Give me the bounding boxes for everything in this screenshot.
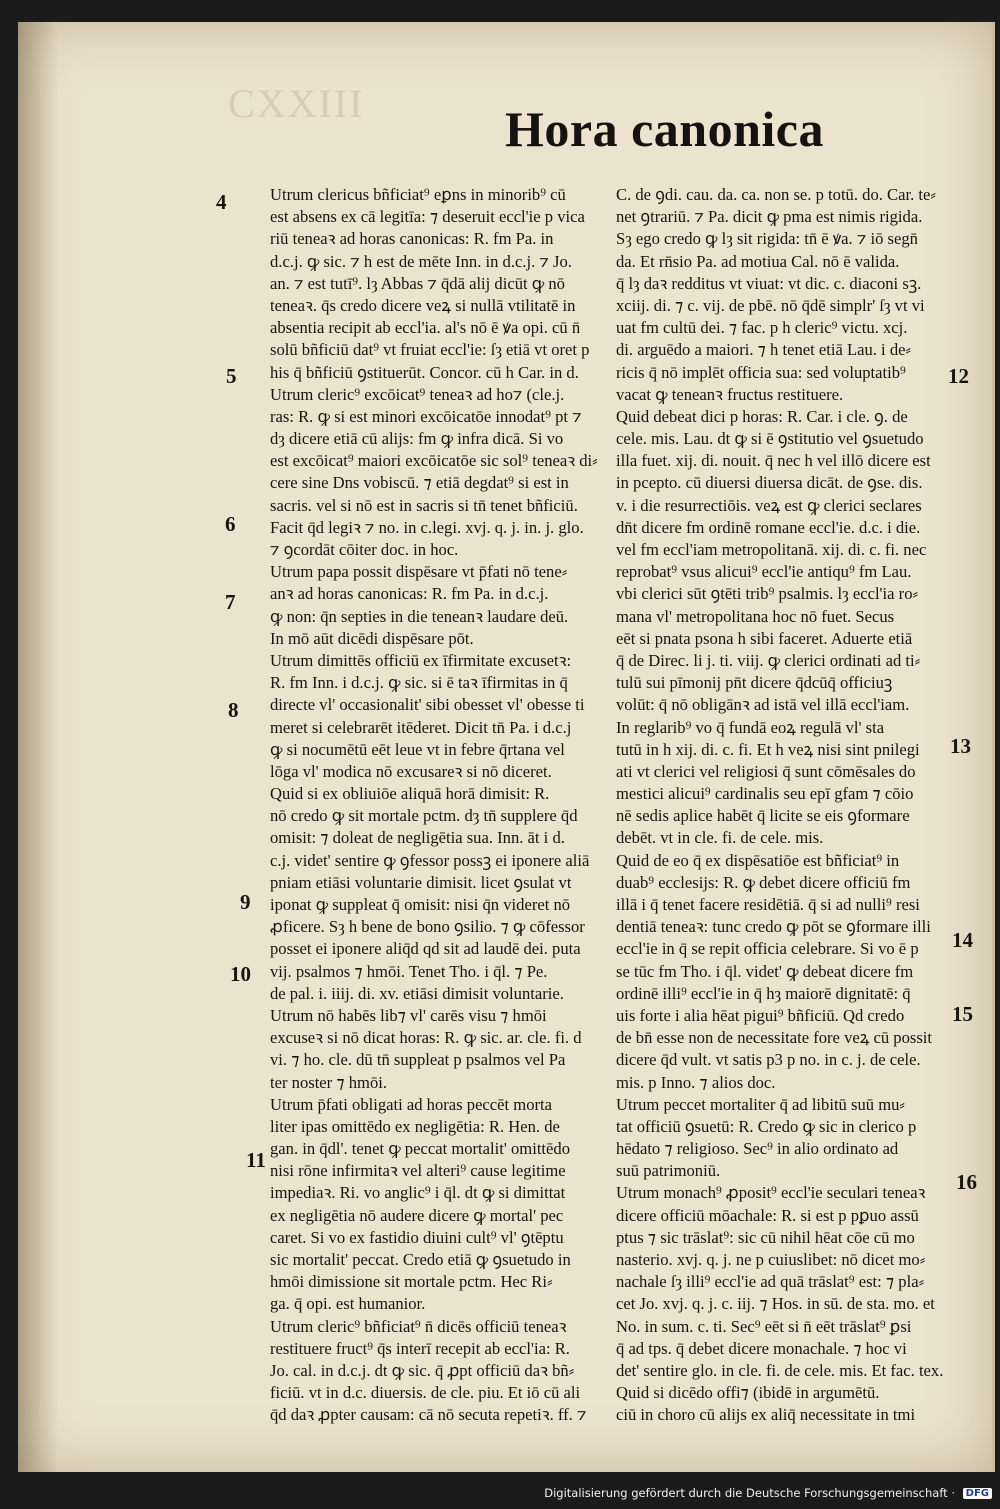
running-heading: Hora canonica — [505, 101, 824, 157]
text-line: ras: R. ꝙ si est minori excōicatōe innodat⁹ pt ⁊ — [270, 406, 582, 426]
text-line: ricis q̄ nō implēt officia sua: sed voluptatib⁹ — [616, 362, 906, 382]
text-line: Sȝ ego credo ꝙ lȝ sit rigida: tn̄ ē ꝟa. ⁊ iō segn̄ — [616, 229, 918, 249]
text-line: ⁊ ꝯcordāt cōiter doc. in hoc. — [270, 540, 459, 559]
text-line: uat fm cultū dei. ⁊ fac. p h cleric⁹ victu. xcj. — [616, 318, 908, 338]
text-line: vij. psalmos ⁊ hmōi. Tenet Tho. i q̄l. ⁊ Pe. — [270, 961, 548, 981]
text-line: d.c.j. ꝙ sic. ⁊ h est de mēte Inn. in d.c.j. ⁊ Jo. — [270, 251, 572, 271]
text-line: Utrum papa possit dispēsare vt p̄fati nō tene⸗ — [270, 562, 568, 582]
text-line: his q̄ bñficiū ꝯstituerūt. Concor. cū h Car. in d. — [270, 362, 579, 382]
text-line: ptus ⁊ sic trāslat⁹: sic cū nihil hēat cōe cū mo — [616, 1227, 915, 1247]
text-line: ter noster ⁊ hmōi. — [270, 1072, 388, 1092]
text-line: tulū sui pīmonij pn̄t dicere q̄dcūq̄ officiuꝫ — [616, 673, 893, 693]
text-line: ꝙ si nocumētū eēt leue vt in febre q̄rtana vel — [270, 739, 565, 759]
text-line: gan. in q̄dl'. tenet ꝙ peccat mortalit' omittēdo — [270, 1139, 570, 1159]
margin-number-15: 15 — [952, 1002, 973, 1026]
text-line: cet Jo. xvj. q. j. c. iij. ⁊ Hos. in sū. de sta. mo. et — [616, 1294, 935, 1314]
text-line: cere sine Dns vobiscū. ⁊ etiā degdat⁹ si est in — [270, 473, 569, 493]
margin-number-12: 12 — [948, 364, 969, 388]
text-line: mana vl' metropolitana hoc nō fuet. Secus — [616, 606, 895, 626]
text-line: di. arguēdo a maiori. ⁊ h tenet etiā Lau. i de⸗ — [616, 340, 912, 360]
text-line: det' sentire glo. in cle. fi. de cele. mis. Et fac. tex. — [616, 1360, 944, 1380]
text-line: ex negligētia nō audere dicere ꝙ mortal' pec — [270, 1205, 564, 1225]
text-column-left — [270, 184, 615, 1427]
text-column-right — [616, 184, 958, 1427]
text-line: In mō aūt dicēdi dispēsare pōt. — [270, 628, 474, 648]
text-line: tat officiū ꝯsuetū: R. Credo ꝙ sic in clerico p — [616, 1116, 917, 1136]
text-line: reprobat⁹ vsus alicui⁹ eccl'ie antiqu⁹ fm Lau. — [616, 562, 912, 582]
text-line: Utrum clericus bñficiat⁹ eꝑns in minorib⁹ cū — [270, 185, 566, 204]
margin-number-13: 13 — [950, 734, 971, 758]
text-line: mis. p Inno. ⁊ alios doc. — [616, 1072, 776, 1092]
text-line: Utrum monach⁹ ꝓposit⁹ eccl'ie seculari teneaꝛ — [616, 1183, 926, 1203]
dfg-logo: DFG — [963, 1488, 992, 1499]
text-line: nō credo ꝙ sit mortale pctm. dȝ tn̄ supplere q̄d — [270, 806, 578, 826]
text-line: nachale ſȝ illi⁹ eccl'ie ad quā trāslat⁹ est: ⁊ pla⸗ — [616, 1272, 925, 1292]
text-line: Quid si dicēdo offi⁊ (ibidē in argumētū. — [616, 1383, 880, 1403]
text-line: teneaꝛ. q̄s credo dicere veꝝ si nullā vtilitatē in — [270, 295, 576, 315]
text-line: Quid debeat dici p horas: R. Car. i cle. ꝯ. de — [616, 406, 908, 426]
text-line: iponat ꝙ suppleat q̄ omisit: nisi q̄n videret nō — [270, 895, 571, 914]
text-line: sacris. vel si nō est in sacris si tn̄ tenet bñficiū. — [270, 495, 578, 515]
text-line: ꝙ non: q̄n septies in die teneanꝛ laudare deū. — [270, 606, 569, 626]
margin-number-11: 11 — [246, 1148, 266, 1172]
text-line: vacat ꝙ teneanꝛ fructus restituere. — [616, 384, 844, 404]
margin-number-4: 4 — [216, 190, 227, 214]
text-line: an. ⁊ est tutī⁹. lȝ Abbas ⁊ q̄dā alij dicūt ꝙ nō — [270, 273, 565, 293]
text-line: duab⁹ ecclesijs: R. ꝙ debet dicere officiū fm — [616, 872, 911, 892]
margin-number-16: 16 — [956, 1170, 977, 1194]
text-line: caret. Si vo ex fastidio diuini cult⁹ vl' ꝯtēptu — [270, 1227, 564, 1247]
text-line: dentiā teneaꝛ: tunc credo ꝙ pōt se ꝯformare illi — [616, 917, 931, 937]
text-line: posset ei iponere aliq̄d qd sit ad laudē dei. puta — [270, 939, 581, 959]
text-line: vbi clerici sūt ꝯtēti trib⁹ psalmis. lȝ eccl'ia ro⸗ — [616, 584, 919, 604]
text-line: nisi rōne infirmitaꝛ vel alteri⁹ cause legitime — [270, 1161, 566, 1181]
text-line: ciū in choro cū alijs ex aliq̄ necessitate in tmi — [616, 1405, 916, 1425]
text-line: mestici alicui⁹ cardinalis seu epī gfam ⁊ cōio — [616, 784, 914, 804]
text-line: dn̄t dicere fm ordinē romane eccl'ie. d.c. i die. — [616, 517, 921, 537]
text-line: c.j. videt' sentire ꝙ ꝯfessor possꝫ ei iponere aliā — [270, 850, 590, 870]
faded-folio-number: CXXIII — [228, 81, 365, 126]
text-line: net ꝯtrariū. ⁊ Pa. dicit ꝙ pma est nimis rigida. — [616, 207, 923, 227]
text-line: Jo. cal. in d.c.j. dt ꝙ sic. q̄ ꝓpt officiū daꝛ bñ⸗ — [270, 1360, 575, 1380]
text-line: ati vt clerici vel religiosi q̄ sunt cōmēsales do — [616, 761, 916, 781]
text-line: volūt: q̄ nō obligānꝛ ad istā vel illā eccl'iam. — [616, 695, 910, 715]
text-line: C. de ꝯdi. cau. da. ca. non se. p totū. do. Car. te⸗ — [616, 185, 936, 204]
text-line: ꝓficere. Sȝ h bene de bono ꝯsilio. ⁊ ꝙ cōfessor — [270, 917, 585, 937]
text-line: illā i q̄ tenet facere residētiā. q̄ si ad nulli⁹ resi — [616, 895, 920, 914]
text-line: xciij. di. ⁊ c. vij. de pbē. nō q̄dē simplr' ſȝ vt vi — [616, 295, 925, 315]
margin-number-9: 9 — [240, 890, 251, 914]
text-line: ficiū. vt in d.c. diuersis. de cle. piu. Et iō cū ali — [270, 1383, 581, 1403]
text-line: da. Et rn̄sio Pa. ad motiua Cal. nō ē valida. — [616, 251, 900, 271]
text-line: eccl'ie in q̄ se repit officia celebrare. Si vo ē p — [616, 939, 919, 959]
text-line: pniam etiāsi voluntarie dimisit. licet ꝯsulat vt — [270, 872, 572, 892]
text-line: q̄d daꝛ ꝓpter causam: cā nō secuta repetiꝛ. ff. ⁊ — [270, 1405, 587, 1425]
text-line: ga. q̄ opi. est humanior. — [270, 1294, 426, 1314]
text-line: anꝛ ad horas canonicas: R. fm Pa. in d.c.j. — [270, 584, 549, 604]
text-line: omisit: ⁊ doleat de negligētia sua. Inn. āt i d. — [270, 828, 565, 848]
text-line: se tūc fm Tho. i q̄l. videt' ꝙ debeat dicere fm — [616, 961, 914, 981]
text-line: debēt. vt in cle. fi. de cele. mis. — [616, 828, 824, 848]
text-line: directe vl' occasionalit' sibi obesset vl' obesse ti — [270, 695, 585, 715]
text-line: Quid si ex obliuiōe aliquā horā dimisit: R. — [270, 784, 550, 804]
text-line: in pcepto. cū diuersi diuersa dicāt. de ꝯse. dis. — [616, 473, 923, 493]
text-line: vel fm eccl'iam metropolitanā. xij. di. c. fi. nec — [616, 540, 927, 559]
text-line: dȝ dicere etiā cū alijs: fm ꝙ infra dicā. Si vo — [270, 429, 564, 449]
text-line: cele. mis. Lau. dt ꝙ si ē ꝯstitutio vel ꝯsuetudo — [616, 429, 924, 449]
text-line: est absens ex cā legitīa: ⁊ deseruit eccl'ie p vica — [270, 207, 585, 227]
text-line: v. i die resurrectiōis. veꝝ est ꝙ clerici seclares — [616, 495, 922, 515]
digitization-credit — [0, 1486, 992, 1500]
text-line: solū bñficiū dat⁹ vt fruiat eccl'ie: ſȝ etiā vt oret p — [270, 340, 590, 360]
text-line: R. fm Inn. i d.c.j. ꝙ sic. si ē taꝛ īfirmitas in q̄ — [270, 673, 568, 693]
text-line: tutū in h xij. di. c. fi. Et h veꝝ nisi sint pnilegi — [616, 739, 920, 759]
text-line: riū teneaꝛ ad horas canonicas: R. fm Pa. in — [270, 229, 554, 249]
margin-number-8: 8 — [228, 698, 239, 722]
text-line: hēdato ⁊ religioso. Sec⁹ in alio ordinato ad — [616, 1139, 899, 1159]
text-line: meret si celebrarēt itēderet. Dicit tn̄ Pa. i d.c.j — [270, 717, 572, 737]
text-line: liter ipas omittēdo ex negligētia: R. Hen. de — [270, 1116, 560, 1136]
text-line: suū patrimoniū. — [616, 1161, 721, 1181]
text-line: Utrum nō habēs lib⁊ vl' carēs visu ⁊ hmōi — [270, 1005, 547, 1025]
text-line: de bn̄ esse non de necessitate fore veꝝ cū possit — [616, 1028, 933, 1048]
text-line: est excōicat⁹ maiori excōicatōe sic sol⁹ teneaꝛ di⸗ — [270, 451, 598, 471]
text-line: absentia recipit ab eccl'ia. al's nō ē ꝟa opi. cū n̄ — [270, 318, 581, 338]
text-line: sic mortalit' peccat. Credo etiā ꝙ ꝯsuetudo in — [270, 1250, 571, 1269]
margin-number-14: 14 — [952, 928, 973, 952]
text-line: In reglarib⁹ vo q̄ fundā eoꝝ regulā vl' sta — [616, 717, 885, 737]
text-line: No. in sum. c. ti. Sec⁹ eēt si n̄ eēt trāslat⁹ ꝑsi — [616, 1316, 912, 1336]
text-line: q̄ lȝ daꝛ redditus vt viuat: vt dic. c. diaconi sꝫ. — [616, 273, 922, 293]
text-line: de pal. i. iiij. di. xv. etiāsi dimisit voluntarie. — [270, 983, 564, 1003]
text-line: Utrum cleric⁹ bñficiat⁹ n̄ dicēs officiū teneaꝛ — [270, 1316, 567, 1336]
text-line: Utrum dimittēs officiū ex īfirmitate excusetꝛ: — [270, 650, 572, 670]
text-line: uis forte i alia hēat pigui⁹ bñficiū. Qd credo — [616, 1005, 905, 1025]
text-line: Utrum p̄fati obligati ad horas peccēt morta — [270, 1094, 552, 1114]
text-line: restituere fruct⁹ q̄s interī recepit ab eccl'ia: R. — [270, 1338, 570, 1358]
text-line: dicere officiū mōachale: R. si est p pꝑuo assū — [616, 1205, 919, 1225]
text-line: eēt si pnata psona h sibi faceret. Aduerte etiā — [616, 628, 913, 648]
text-line: illa fuet. xij. di. nouit. q̄ nec h vel illō dicere est — [616, 451, 931, 471]
text-line: lōga vl' modica nō excusareꝛ si nō diceret. — [270, 761, 552, 781]
book-page — [18, 22, 995, 1472]
text-line: nasterio. xvj. q. j. ne p cuiuslibet: nō dicet mo⸗ — [616, 1250, 926, 1269]
margin-number-6: 6 — [225, 512, 236, 536]
margin-number-5: 5 — [226, 364, 237, 388]
text-line: excuseꝛ si nō dicat horas: R. ꝙ sic. ar. cle. fi. d — [270, 1028, 582, 1048]
text-line: Facit q̄d legiꝛ ⁊ no. in c.legi. xvj. q. j. in. j. glo. — [270, 517, 584, 537]
text-line: impediaꝛ. Ri. vo anglic⁹ i q̄l. dt ꝙ si dimittat — [270, 1183, 566, 1203]
text-line: ordinē illi⁹ eccl'ie in q̄ hȝ maiorē dignitatē: q̄ — [616, 983, 911, 1003]
text-line: hmōi dimissione sit mortale pctm. Hec Ri⸗ — [270, 1272, 553, 1292]
text-line: vi. ⁊ ho. cle. dū tn̄ suppleat p psalmos vel Pa — [270, 1050, 566, 1070]
text-line: q̄ de Direc. li j. ti. viij. ꝙ clerici ordinati ad ti⸗ — [616, 650, 921, 670]
text-line: Quid de eo q̄ ex dispēsatiōe est bñficiat⁹ in — [616, 850, 900, 870]
credit-text: Digitalisierung gefördert durch die Deutsche Forschungsgemeinschaft · — [544, 1486, 955, 1500]
margin-number-7: 7 — [225, 590, 236, 614]
margin-number-10: 10 — [230, 962, 251, 986]
text-line: Utrum peccet mortaliter q̄ ad libitū suū mu⸗ — [616, 1094, 905, 1114]
text-line: nē sedis aplice habēt q̄ licite se eis ꝯformare — [616, 806, 910, 826]
text-line: dicere q̄d vult. vt satis p3 p no. in c. j. de cele. — [616, 1050, 921, 1070]
text-line: Utrum cleric⁹ excōicat⁹ teneaꝛ ad ho⁊ (cle.j. — [270, 384, 565, 404]
text-line: q̄ ad tps. q̄ debet dicere monachale. ⁊ hoc vi — [616, 1338, 907, 1358]
